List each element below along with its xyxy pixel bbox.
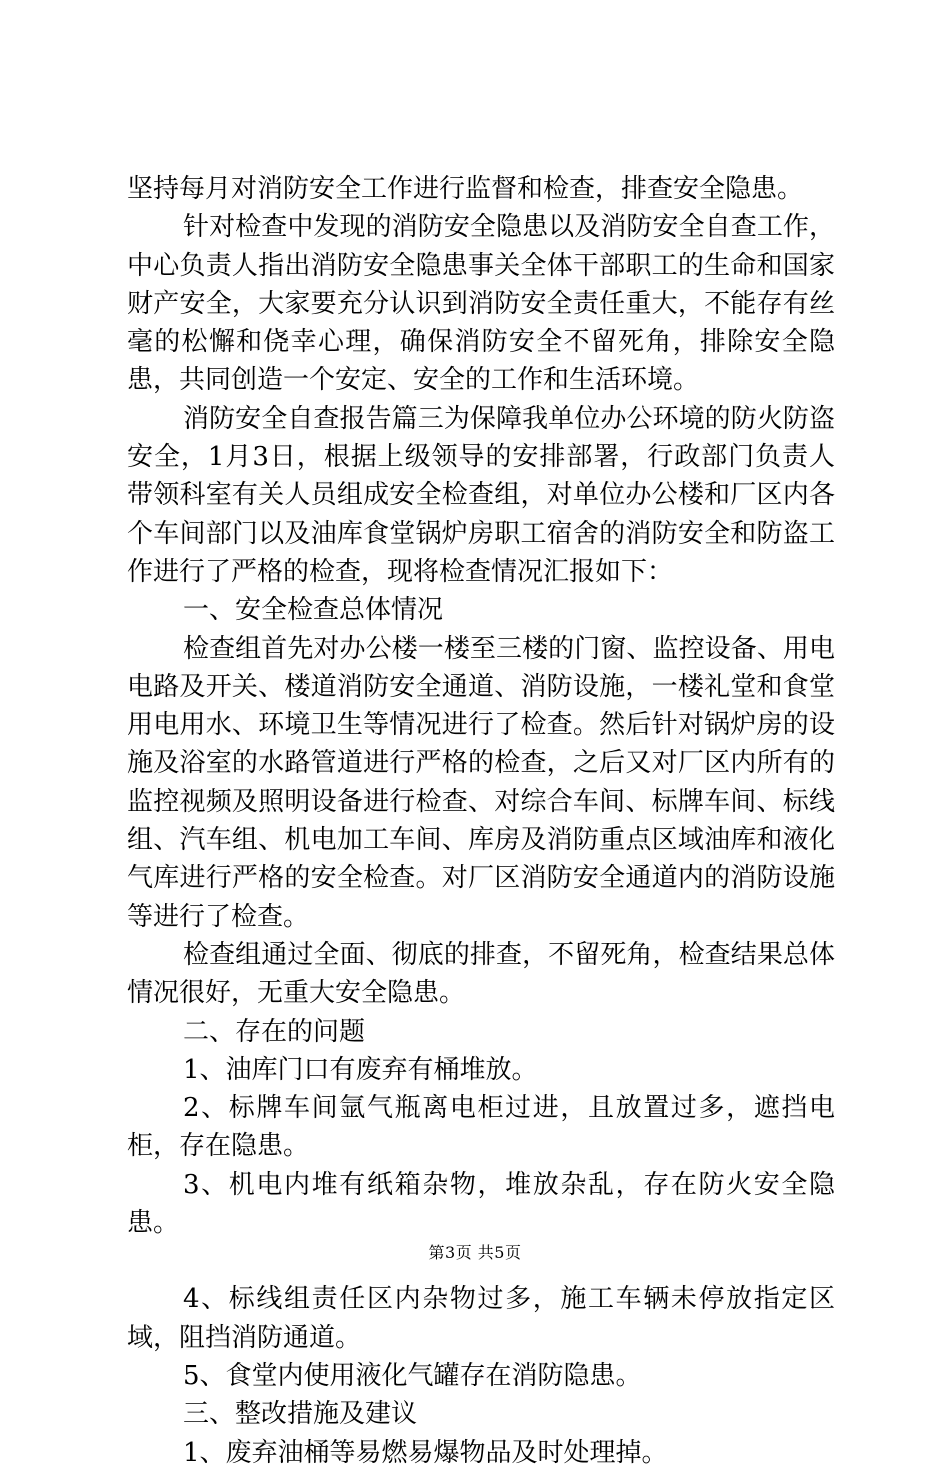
document-body [127,170,835,1472]
paragraph: 检查组首先对办公楼一楼至三楼的门窗、监控设备、用电电路及开关、楼道消防安全通道、消防设施，一楼礼堂和食堂用电用水、环境卫生等情况进行了检查。然后针对锅炉房的设施及浴室的水路管道进行严格的检查，之后又对厂区内所有的监控视频及照明设备进行检查、对综合车间、标牌车间、标线组、汽车组、机电加工车间、库房及消防重点区域油库和液化气库进行严格的安全检查。对厂区消防安全通道内的消防设施等进行了检查。 [127,633,835,932]
paragraph: 坚持每月对消防安全工作进行监督和检查，排查安全隐患。 [127,174,804,204]
list-item: 1、油库门口有废弃有桶堆放。 [183,1054,538,1085]
paragraph: 针对检查中发现的消防安全隐患以及消防安全自查工作，中心负责人指出消防安全隐患事关全体干部职工的生命和国家财产安全，大家要充分认识到消防安全责任重大，不能存有丝毫的松懈和侥幸心理，确保消防安全不留死角，排除安全隐患，共同创造一个安定、安全的工作和生活环境。 [127,212,835,396]
paragraph: 消防安全自查报告篇三为保障我单位办公环境的防火防盗安全，1月3日，根据上级领导的安排部署，行政部门负责人带领科室有关人员组成安全检查组，对单位办公楼和厂区内各个车间部门以及油库食堂锅炉房职工宿舍的消防安全和防盗工作进行了严格的检查，现将检查情况汇报如下： [127,403,835,587]
list-item: 3、机电内堆有纸箱杂物，堆放杂乱，存在防火安全隐患。 [127,1169,835,1239]
page-footer: 第3页 共5页 [428,1243,522,1262]
list-item: 4、标线组责任区内杂物过多，施工车辆未停放指定区域，阻挡消防通道。 [127,1284,835,1353]
list-item: 5、食堂内使用液化气罐存在消防隐患。 [183,1360,642,1391]
section-heading: 二、存在的问题 [183,1016,366,1047]
list-item: 1、废弃油桶等易燃易爆物品及时处理掉。 [183,1437,668,1468]
paragraph: 检查组通过全面、彻底的排查，不留死角，检查结果总体情况很好，无重大安全隐患。 [127,939,835,1009]
list-item: 2、标牌车间氩气瓶离电柜过进，且放置过多，遮挡电柜，存在隐患。 [127,1093,835,1162]
section-heading: 三、整改措施及建议 [183,1399,418,1430]
section-heading: 一、安全检查总体情况 [183,595,444,626]
